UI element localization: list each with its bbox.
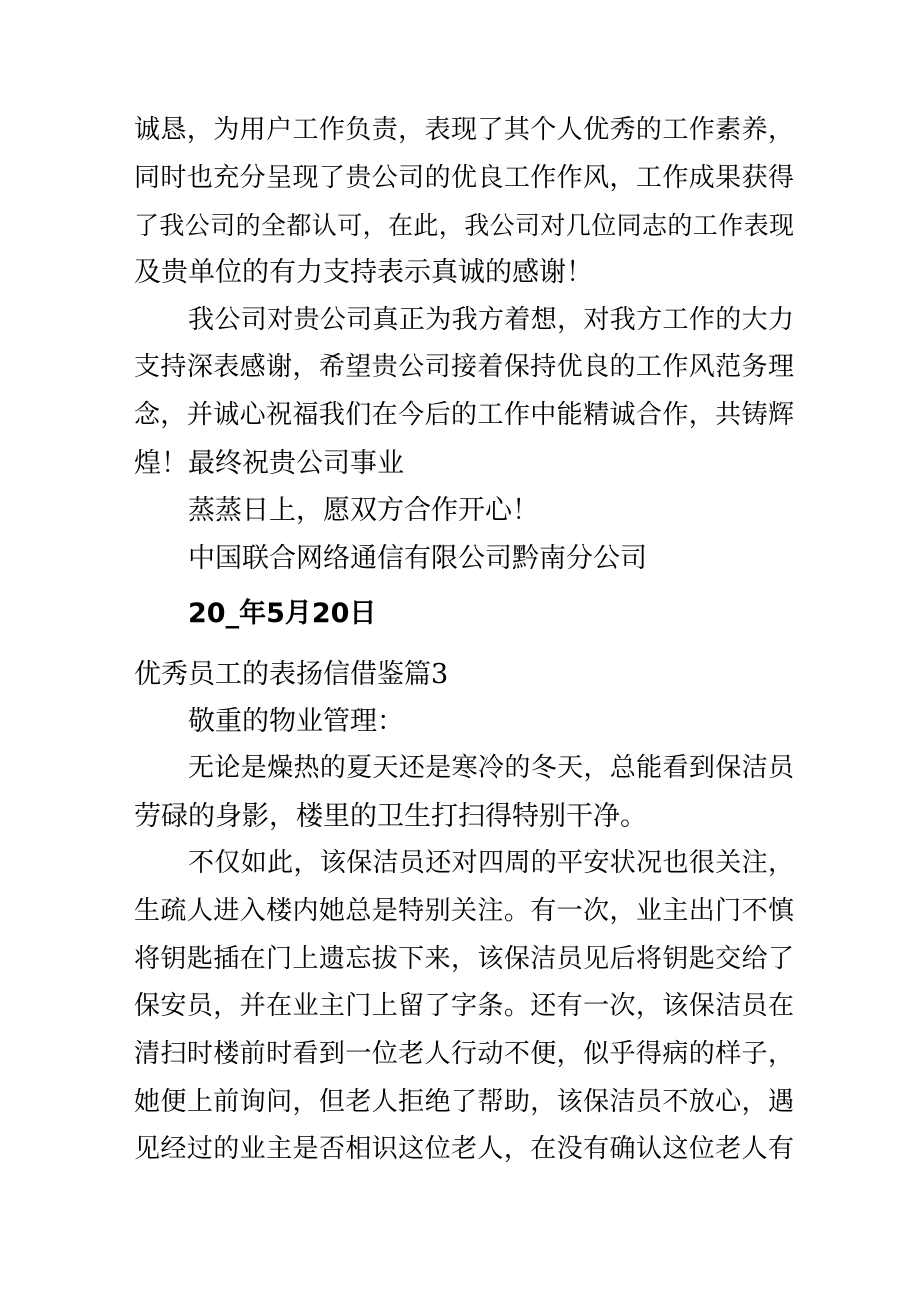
- paragraph-1-line-4: 及贵单位的有力支持表示真诚的感谢！: [134, 257, 593, 288]
- paragraph-1-line-3: 了我公司的全都认可，在此，我公司对几位同志的工作表现: [134, 211, 794, 240]
- paragraph-2-line-1: 我公司对贵公司真正为我方着想，对我方工作的大力: [188, 305, 794, 335]
- paragraph-2-line-2: 支持深表感谢，希望贵公司接着保持优良的工作风范务理: [134, 352, 794, 382]
- paragraph-4-line-7: 见经过的业主是否相识这位老人，在没有确认这位老人有: [134, 1134, 794, 1164]
- salutation-line: 敬重的物业管理：: [188, 706, 404, 737]
- paragraph-3-line-1: 无论是燥热的夏天还是寒冷的冬天，总能看到保洁员: [188, 753, 794, 783]
- date-line: 20_年5月20日: [188, 598, 377, 629]
- paragraph-4-line-5: 清扫时楼前时看到一位老人行动不便，似乎得病的样子，: [134, 1039, 794, 1069]
- paragraph-3-line-2: 劳碌的身影，楼里的卫生打扫得特别干净。: [134, 801, 647, 832]
- paragraph-4-line-4: 保安员，并在业主门上留了字条。还有一次，该保洁员在: [134, 991, 794, 1021]
- paragraph-4-line-2: 生疏人进入楼内她总是特别关注。有一次，业主出门不慎: [134, 896, 794, 926]
- signature-line: 中国联合网络通信有限公司黔南分公司: [188, 543, 647, 574]
- paragraph-4-line-6: 她便上前询问，但老人拒绝了帮助，该保洁员不放心，遇: [134, 1087, 794, 1117]
- paragraph-4-line-3: 将钥匙插在门上遗忘拔下来，该保洁员见后将钥匙交给了: [134, 944, 794, 974]
- closing-line: 蒸蒸日上，愿双方合作开心！: [188, 495, 539, 526]
- section-title: 优秀员工的表扬信借鉴篇3: [134, 659, 449, 690]
- paragraph-2-line-4: 煌！最终祝贵公司事业: [134, 448, 404, 479]
- paragraph-1-line-1: 诚恳，为用户工作负责，表现了其个人优秀的工作素养，: [134, 115, 794, 145]
- paragraph-4-line-1: 不仅如此，该保洁员还对四周的平安状况也很关注，: [188, 848, 794, 878]
- paragraph-1-line-2: 同时也充分呈现了贵公司的优良工作作风，工作成果获得: [134, 163, 794, 193]
- paragraph-2-line-3: 念，并诚心祝福我们在今后的工作中能精诚合作，共铸辉: [134, 400, 794, 430]
